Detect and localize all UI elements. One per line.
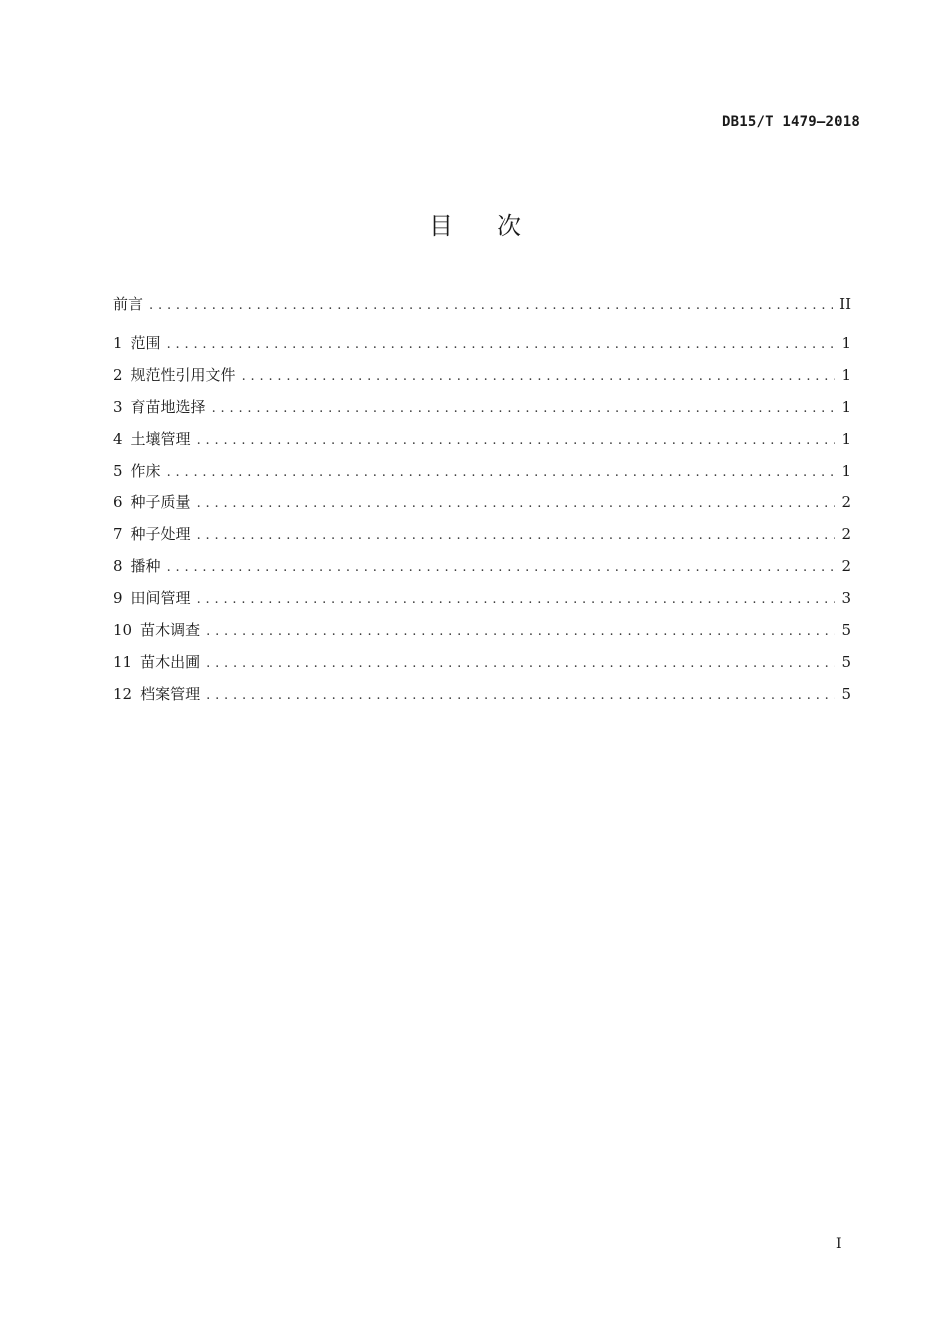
page-title bbox=[0, 206, 950, 241]
toc-leader-dots bbox=[206, 689, 835, 702]
toc-entry-number: 4 bbox=[113, 430, 123, 448]
toc-entry[interactable] bbox=[113, 460, 851, 482]
toc-entry-label: 苗木调查 bbox=[140, 621, 201, 639]
toc-entry-page: 5 bbox=[841, 685, 851, 703]
toc-entry-label: 苗木出圃 bbox=[140, 653, 201, 671]
toc-leader-dots bbox=[167, 466, 836, 479]
toc-entry-label: 范围 bbox=[130, 334, 161, 352]
toc-entry-number: 10 bbox=[113, 621, 133, 639]
toc-entry-page: 2 bbox=[841, 493, 851, 511]
toc-entry-number: 11 bbox=[113, 653, 133, 671]
toc-entry-page: 3 bbox=[841, 589, 851, 607]
toc-entry[interactable] bbox=[113, 619, 851, 641]
toc-leader-dots bbox=[197, 434, 836, 447]
toc-leader-dots bbox=[197, 497, 836, 510]
toc-entry[interactable] bbox=[113, 555, 851, 577]
toc-entry-page: 1 bbox=[841, 398, 851, 416]
toc-entry-page: 1 bbox=[841, 366, 851, 384]
toc-entry-label: 规范性引用文件 bbox=[130, 366, 236, 384]
toc-entry-label: 土壤管理 bbox=[130, 430, 191, 448]
toc-entry-page: 1 bbox=[841, 462, 851, 480]
toc-entry[interactable] bbox=[113, 523, 851, 545]
title-char-2: 次 bbox=[497, 212, 521, 240]
toc-leader-dots bbox=[167, 338, 836, 351]
toc-entry-number: 2 bbox=[113, 366, 123, 384]
toc-entry-label: 档案管理 bbox=[140, 685, 201, 703]
toc-entry-page: 5 bbox=[841, 653, 851, 671]
toc-entry-page: 1 bbox=[841, 334, 851, 352]
toc-entry[interactable] bbox=[113, 651, 851, 673]
toc-entry-page: 5 bbox=[841, 621, 851, 639]
toc-leader-dots bbox=[212, 402, 836, 415]
toc-leader-dots bbox=[242, 370, 836, 383]
toc-leader-dots bbox=[149, 299, 833, 312]
toc-entry-label: 育苗地选择 bbox=[130, 398, 206, 416]
toc-entry-page: 2 bbox=[841, 557, 851, 575]
toc-entry[interactable] bbox=[113, 491, 851, 513]
toc-entry-page: II bbox=[839, 295, 851, 313]
toc-entry-label: 播种 bbox=[130, 557, 161, 575]
toc-entry-number: 6 bbox=[113, 493, 123, 511]
document-code: DB15/T 1479—2018 bbox=[721, 114, 860, 130]
toc-entry-label: 种子处理 bbox=[130, 525, 191, 543]
toc-leader-dots bbox=[197, 593, 836, 606]
toc-entry-number: 7 bbox=[113, 525, 123, 543]
toc-entry[interactable] bbox=[113, 293, 851, 315]
toc-entry[interactable] bbox=[113, 396, 851, 418]
toc-entry[interactable] bbox=[113, 587, 851, 609]
toc-entry-number: 3 bbox=[113, 398, 123, 416]
toc-entry-label: 作床 bbox=[130, 462, 161, 480]
toc-entry[interactable] bbox=[113, 683, 851, 705]
toc-leader-dots bbox=[206, 657, 835, 670]
toc-entry-page: 1 bbox=[841, 430, 851, 448]
toc-entry-number: 8 bbox=[113, 557, 123, 575]
toc-entry-page: 2 bbox=[841, 525, 851, 543]
toc-leader-dots bbox=[206, 625, 835, 638]
toc-entry-label: 前言 bbox=[113, 295, 144, 313]
toc-entry[interactable] bbox=[113, 364, 851, 386]
footer-page-number: I bbox=[836, 1236, 842, 1252]
title-char-1: 目 bbox=[429, 212, 453, 240]
toc-entry-number: 5 bbox=[113, 462, 123, 480]
toc-leader-dots bbox=[197, 529, 836, 542]
toc-entry-label: 种子质量 bbox=[130, 493, 191, 511]
toc-entry-number: 12 bbox=[113, 685, 133, 703]
toc-entry-number: 1 bbox=[113, 334, 123, 352]
toc-entry-number: 9 bbox=[113, 589, 123, 607]
toc-entry-label: 田间管理 bbox=[130, 589, 191, 607]
toc-entry[interactable] bbox=[113, 332, 851, 354]
toc-entry[interactable] bbox=[113, 428, 851, 450]
toc-leader-dots bbox=[167, 561, 836, 574]
